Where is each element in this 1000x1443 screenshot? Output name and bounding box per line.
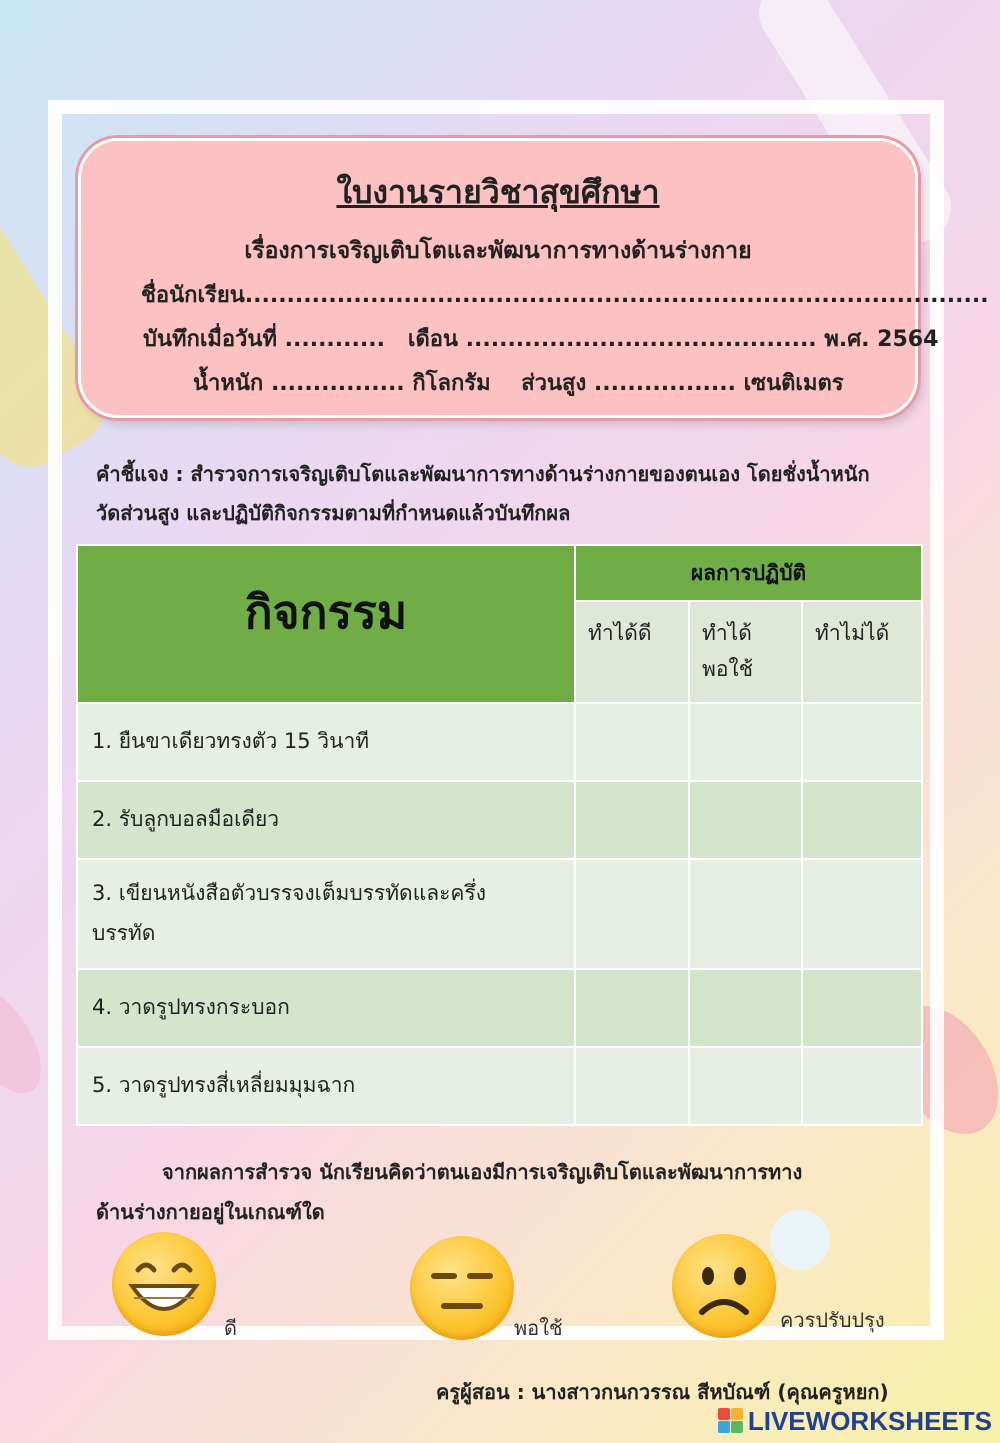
answer-cell-poor[interactable] bbox=[802, 969, 922, 1047]
table-row bbox=[77, 781, 922, 859]
student-name-line[interactable]: ชื่อนักเรียน......................................................................................... bbox=[141, 283, 989, 308]
weight-height-line bbox=[193, 365, 844, 400]
table-row bbox=[77, 969, 922, 1047]
activity-name: 4. วาดรูปทรงกระบอก bbox=[77, 969, 575, 1047]
grinning-face-icon[interactable] bbox=[112, 1232, 216, 1336]
column-fair-line-2: พอใช้ bbox=[702, 656, 753, 681]
activity-name-line-1: 3. เขียนหนังสือตัวบรรจงเต็มบรรทัดและครึ่ง bbox=[92, 881, 486, 906]
brand-logo[interactable] bbox=[718, 1406, 992, 1437]
answer-cell-fair[interactable] bbox=[689, 703, 802, 781]
answer-cell-poor[interactable] bbox=[802, 1047, 922, 1125]
question-line-2: ด้านร่างกายอยู่ในเกณฑ์ใด bbox=[96, 1200, 325, 1224]
height-unit: เซนติเมตร bbox=[743, 371, 844, 396]
answer-cell-fair[interactable] bbox=[689, 859, 802, 969]
worksheet-header bbox=[78, 138, 989, 418]
question-line-1: จากผลการสำรวจ นักเรียนคิดว่าตนเองมีการเจริญเติบโตและพัฒนาการทาง bbox=[162, 1160, 803, 1184]
answer-cell-good[interactable] bbox=[575, 703, 689, 781]
weight-field[interactable]: ................ bbox=[270, 371, 405, 396]
activity-header: กิจกรรม bbox=[77, 545, 575, 703]
answer-cell-good[interactable] bbox=[575, 1047, 689, 1125]
date-line bbox=[143, 321, 938, 356]
weight-unit: กิโลกรัม bbox=[412, 371, 491, 396]
answer-cell-fair[interactable] bbox=[689, 781, 802, 859]
activity-name: 2. รับลูกบอลมือเดียว bbox=[77, 781, 575, 859]
date-field[interactable]: ............ bbox=[284, 327, 385, 352]
frowning-face-icon[interactable] bbox=[672, 1234, 776, 1338]
activity-name: 5. วาดรูปทรงสี่เหลี่ยมมุมฉาก bbox=[77, 1047, 575, 1125]
answer-cell-fair[interactable] bbox=[689, 969, 802, 1047]
instructions-line-2: วัดส่วนสูง และปฏิบัติกิจกรรมตามที่กำหนดแล้วบันทึกผล bbox=[96, 501, 571, 525]
table-row bbox=[77, 703, 922, 781]
activity-table bbox=[76, 544, 923, 1126]
answer-cell-fair[interactable] bbox=[689, 1047, 802, 1125]
table-row bbox=[77, 859, 922, 969]
height-label: ส่วนสูง bbox=[521, 371, 587, 396]
worksheet-subtitle: เรื่องการเจริญเติบโตและพัฒนาการทางด้านร่างกาย bbox=[244, 238, 752, 264]
answer-cell-poor[interactable] bbox=[802, 859, 922, 969]
date-label: บันทึกเมื่อวันที่ bbox=[143, 327, 277, 352]
month-field[interactable]: .......................................... bbox=[465, 327, 817, 352]
result-header: ผลการปฏิบัติ bbox=[575, 545, 922, 601]
activity-name: 1. ยืนขาเดียวทรงตัว 15 วินาที bbox=[77, 703, 575, 781]
worksheet-title: ใบงานรายวิชาสุขศึกษา bbox=[336, 173, 660, 211]
brand-name: LIVEWORKSHEETS bbox=[747, 1406, 992, 1436]
teacher-name: ครูผู้สอน : นางสาวกนกวรรณ สีหบัณฑ์ (คุณครูหยก) bbox=[436, 1380, 889, 1404]
answer-cell-good[interactable] bbox=[575, 859, 689, 969]
column-fair bbox=[689, 601, 802, 703]
column-good: ทำได้ดี bbox=[575, 601, 689, 703]
column-poor: ทำไม่ได้ bbox=[802, 601, 922, 703]
activity-name-line-2: บรรทัด bbox=[92, 921, 156, 945]
activity-name bbox=[77, 859, 575, 969]
answer-cell-good[interactable] bbox=[575, 969, 689, 1047]
brand-logo-icon bbox=[718, 1408, 744, 1434]
year-label: พ.ศ. 2564 bbox=[824, 327, 939, 352]
weight-label: น้ำหนัก bbox=[193, 371, 264, 396]
rating-label-fair: พอใช้ bbox=[514, 1316, 563, 1340]
rating-label-improve: ควรปรับปรุง bbox=[780, 1308, 885, 1332]
answer-cell-poor[interactable] bbox=[802, 781, 922, 859]
instructions-line-1: คำชี้แจง : สำรวจการเจริญเติบโตและพัฒนาการทางด้านร่างกายของตนเอง โดยชั่งน้ำหนัก bbox=[96, 462, 870, 486]
answer-cell-poor[interactable] bbox=[802, 703, 922, 781]
month-label: เดือน bbox=[407, 327, 458, 352]
answer-cell-good[interactable] bbox=[575, 781, 689, 859]
height-field[interactable]: ................. bbox=[593, 371, 736, 396]
expressionless-face-icon[interactable] bbox=[410, 1236, 514, 1340]
rating-label-good: ดี bbox=[224, 1316, 237, 1340]
table-row bbox=[77, 1047, 922, 1125]
column-fair-line-1: ทำได้ bbox=[702, 621, 752, 645]
